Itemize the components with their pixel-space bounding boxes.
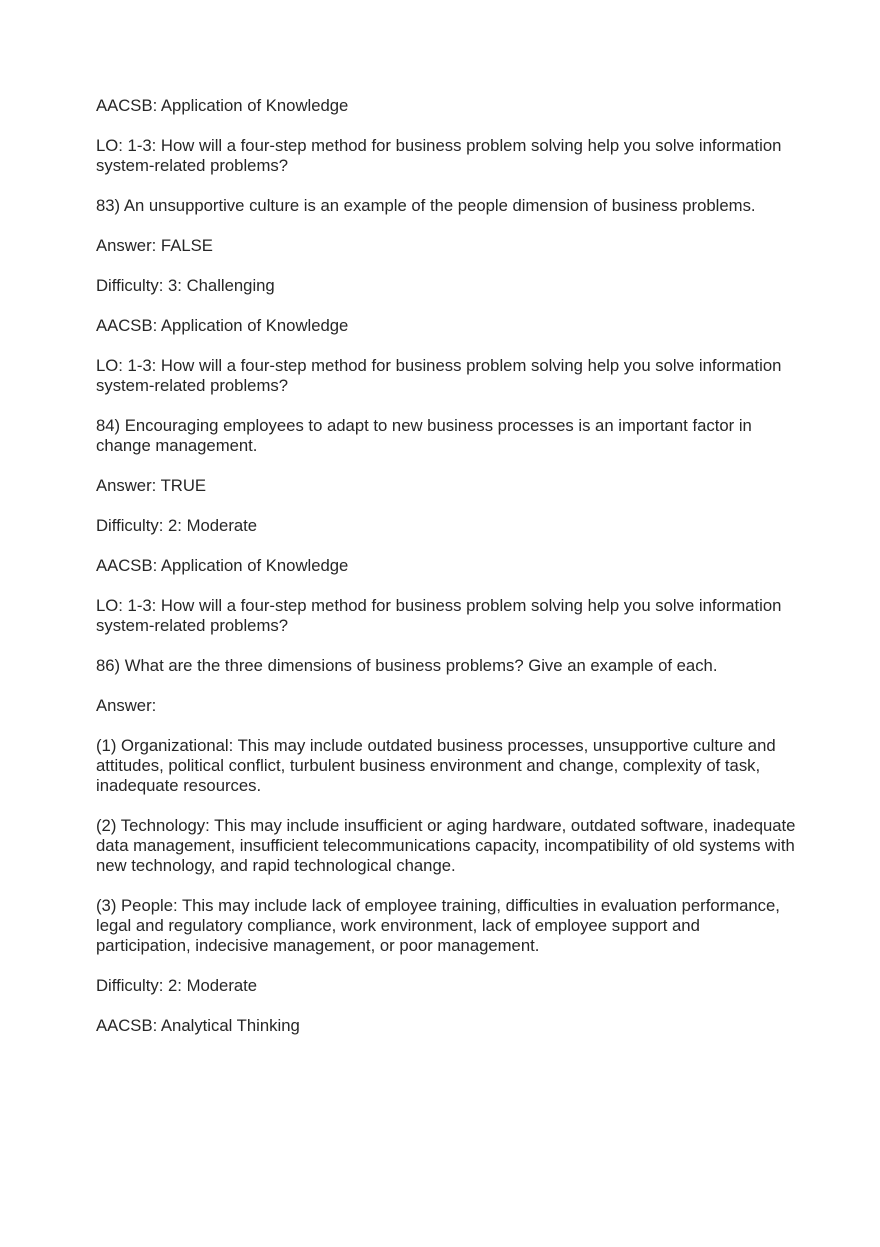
learning-objective-line: LO: 1-3: How will a four-step method for business problem solving help you solve information system-related problems?: [96, 356, 782, 395]
aacsb-line: AACSB: Application of Knowledge: [96, 96, 349, 115]
answer-line: Answer: FALSE: [96, 236, 213, 255]
document-body: [96, 96, 796, 1056]
answer-people: (3) People: This may include lack of employee training, difficulties in evaluation performance, legal and regulatory compliance, work environment, lack of employee support and participation, indecisive management, or poor management.: [96, 896, 780, 955]
question-86: 86) What are the three dimensions of business problems? Give an example of each.: [96, 656, 718, 675]
learning-objective-line: LO: 1-3: How will a four-step method for business problem solving help you solve information system-related problems?: [96, 596, 782, 635]
answer-line: Answer:: [96, 696, 157, 715]
difficulty-line: Difficulty: 2: Moderate: [96, 976, 258, 995]
question-84: 84) Encouraging employees to adapt to new business processes is an important factor in change management.: [96, 416, 752, 455]
answer-line: Answer: TRUE: [96, 476, 207, 495]
aacsb-line: AACSB: Application of Knowledge: [96, 556, 349, 575]
difficulty-line: Difficulty: 3: Challenging: [96, 276, 275, 295]
question-83: 83) An unsupportive culture is an example of the people dimension of business problems.: [96, 196, 756, 215]
learning-objective-line: LO: 1-3: How will a four-step method for business problem solving help you solve information system-related problems?: [96, 136, 782, 175]
aacsb-line: AACSB: Application of Knowledge: [96, 316, 349, 335]
answer-technology: (2) Technology: This may include insufficient or aging hardware, outdated software, inadequate data management, insufficient telecommunications capacity, incompatibility of old systems with new technology, and rapid technological change.: [96, 816, 796, 875]
aacsb-line: AACSB: Analytical Thinking: [96, 1016, 300, 1035]
difficulty-line: Difficulty: 2: Moderate: [96, 516, 258, 535]
answer-organizational: (1) Organizational: This may include outdated business processes, unsupportive culture and attitudes, political conflict, turbulent business environment and change, complexity of task, inadequate resources.: [96, 736, 776, 795]
